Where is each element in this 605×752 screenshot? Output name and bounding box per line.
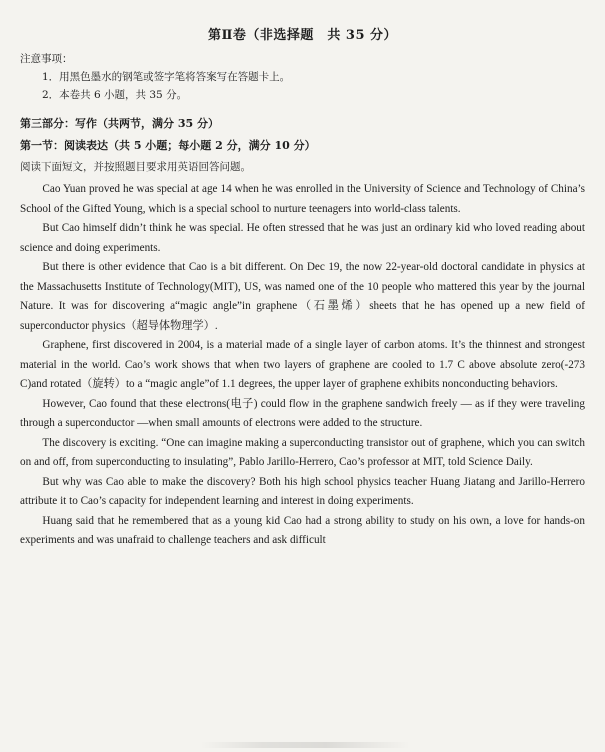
reading-passage: [20, 180, 585, 551]
notice-heading: 注意事项：: [20, 53, 73, 65]
part-heading: 第三部分：写作（共两节，满分 35 分）: [20, 117, 219, 130]
passage-paragraph: Huang said that he remembered that as a young kid Cao had a strong ability to study on his own, a love for hands-on experiments and was unafraid to challenge teachers and ask difficult: [20, 514, 585, 546]
passage-paragraph: But why was Cao able to make the discovery? Both his high school physics teacher Huang Jiatang and Jarillo-Herrero attribute it to Cao’s capacity for independent learning and interest in doing experiments.: [20, 475, 585, 507]
notice-item: 1．用黑色墨水的钢笔或签字笔将答案写在答题卡上。: [42, 71, 291, 83]
notice-list: [20, 68, 585, 104]
page-bottom-smudge: [200, 742, 410, 748]
page-title: 第Ⅱ卷（非选择题 共 35 分）: [207, 28, 398, 43]
passage-paragraph: But there is other evidence that Cao is a bit different. On Dec 19, the now 22-year-old doctoral candidate in physics at the Massachusetts Institute of Technology(MIT), US, was named one of the 10 people who mattered this year by the journal Nature. It was for discovering a“magic angle”in graphene（石墨烯）sheets that he has opened up a new field of superconductor physics（超导体物理学）.: [20, 261, 585, 332]
instruction-text: 阅读下面短文，并按照题目要求用英语回答问题。: [20, 161, 251, 173]
passage-paragraph: Graphene, first discovered in 2004, is a material made of a single layer of carbon atoms. It’s the thinnest and strongest material in the world. Cao’s work shows that when two layers of graphene are cooled to 1.7 C above absolute zero(-273 C)and rotated（旋转）to a “magic angle”of 1.1 degrees, the upper layer of graphene exhibits nonconducting behaviors.: [20, 339, 585, 390]
passage-paragraph: But Cao himself didn’t think he was special. He often stressed that he was just an ordinary kid who loved reading about science and doing experiments.: [20, 222, 585, 254]
section-heading: 第一节：阅读表达（共 5 小题；每小题 2 分，满分 10 分）: [20, 139, 316, 152]
passage-paragraph: However, Cao found that these electrons(电子) could flow in the graphene sandwich freely — as if they were traveling through a superconductor —when small amounts of electrons were added to the structure.: [20, 397, 585, 429]
passage-paragraph: The discovery is exciting. “One can imagine making a superconducting transistor out of graphene, which you can switch on and off, from superconducting to insulating”, Pablo Jarillo-Herrero, Cao’s professor at MIT, told Science Daily.: [20, 436, 585, 468]
notice-item: 2．本卷共 6 小题，共 35 分。: [42, 89, 188, 101]
passage-paragraph: Cao Yuan proved he was special at age 14 when he was enrolled in the University of Science and Technology of China’s School of the Gifted Young, which is a special school to nurture teenagers into world-class talents.: [20, 183, 585, 215]
